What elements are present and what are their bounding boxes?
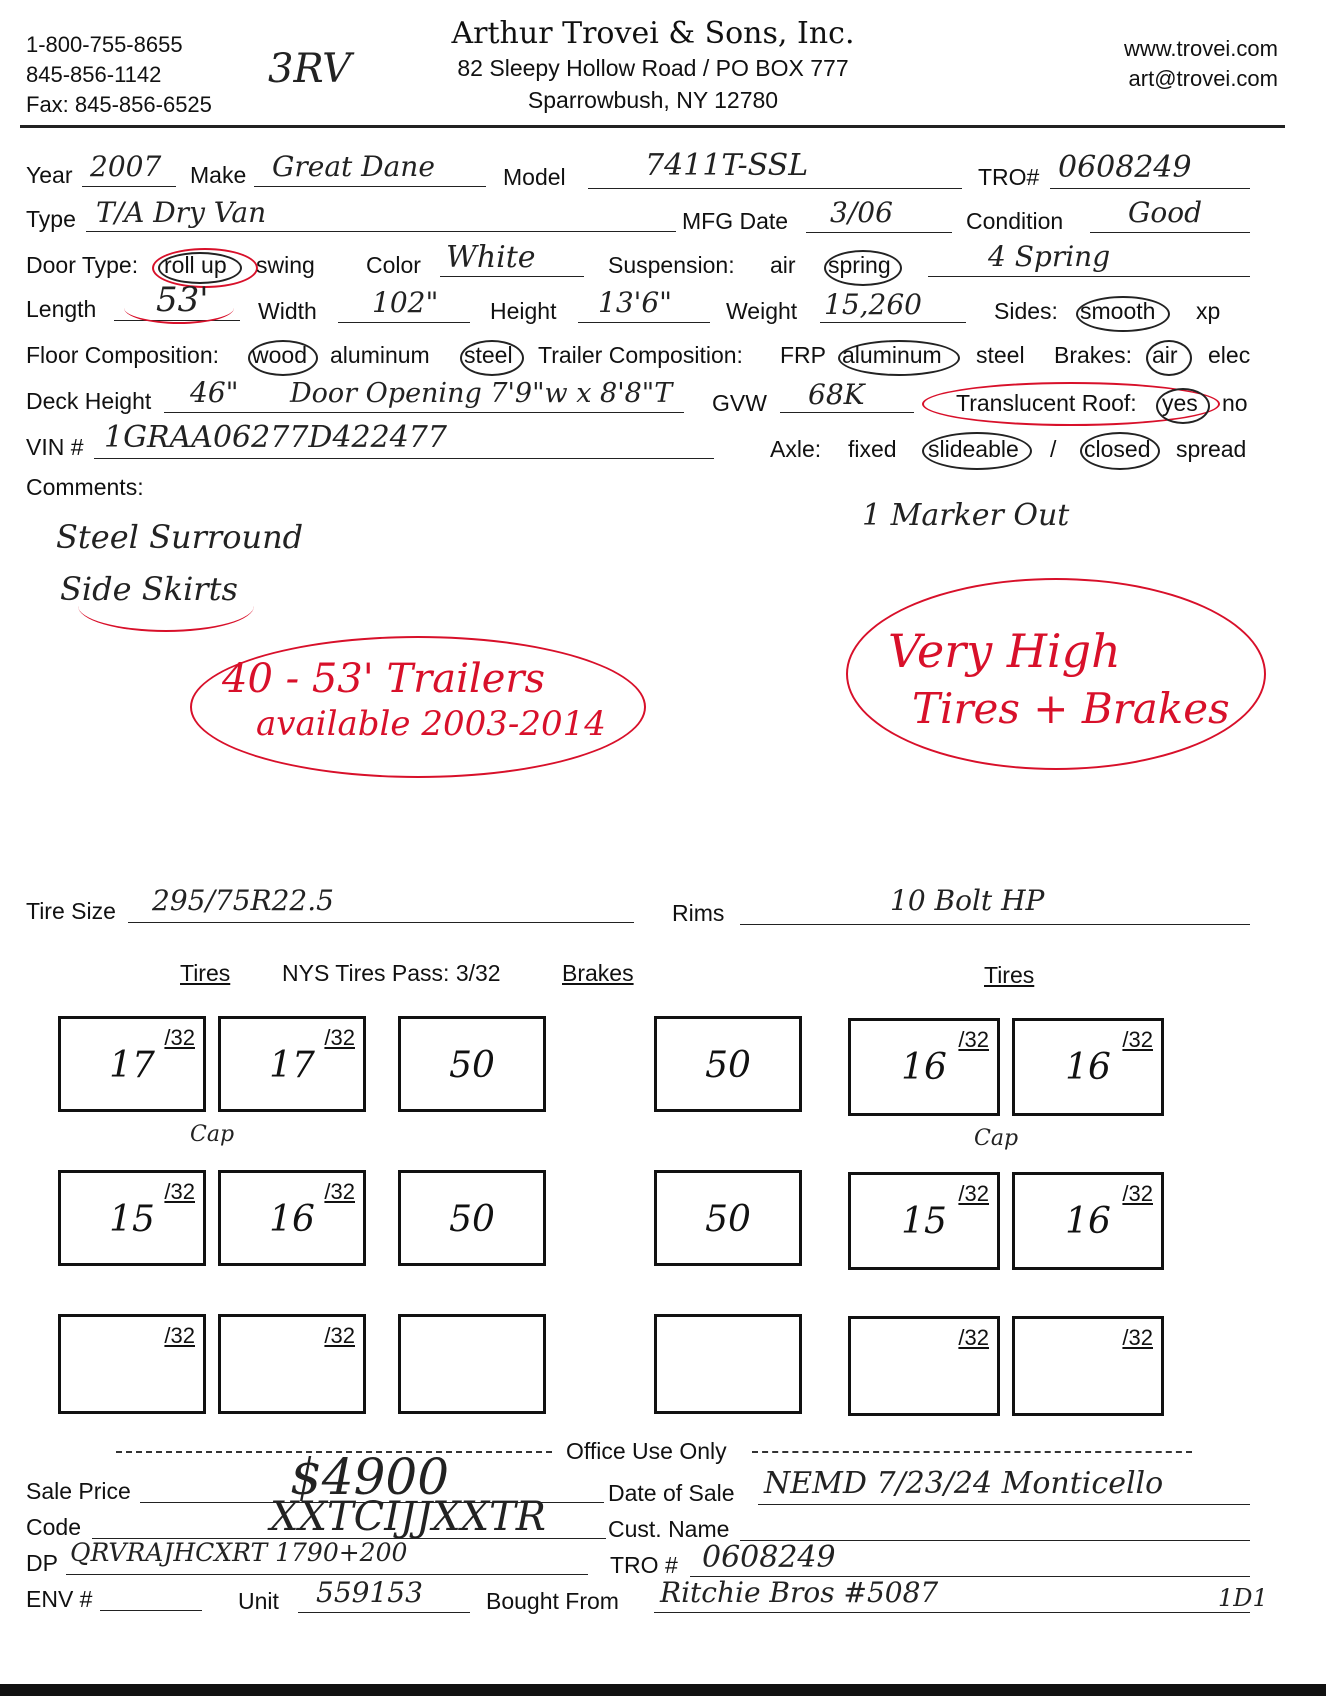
suspension-extra-value[interactable]: 4 Spring: [988, 240, 1111, 273]
tire-box-r2-c6[interactable]: [1012, 1172, 1164, 1270]
deck-height-label: Deck Height: [26, 388, 152, 414]
door-opening-note: Door Opening 7'9"w x 8'8"T: [290, 378, 673, 409]
code-value[interactable]: XXTCIJJXXTR: [270, 1494, 546, 1540]
tire-denominator: /32: [958, 1181, 989, 1206]
vin-value[interactable]: 1GRAA06277D422477: [104, 420, 447, 455]
trailer-steel[interactable]: steel: [976, 342, 1025, 368]
tro-label: TRO#: [978, 164, 1040, 190]
tire-box-r1-c2[interactable]: [218, 1016, 366, 1112]
floor-comp-label: Floor Composition:: [26, 342, 220, 368]
tire-reading: 17: [109, 1045, 155, 1086]
width-label: Width: [258, 298, 317, 324]
comment-red-underline: [78, 580, 254, 632]
tire-denominator: /32: [324, 1323, 355, 1348]
type-line: [86, 231, 676, 232]
brake-reading: 50: [449, 1199, 495, 1240]
translucent-roof-label: Translucent Roof:: [956, 390, 1137, 416]
cust-name-label: Cust. Name: [608, 1516, 730, 1542]
tire-reading: 15: [109, 1199, 155, 1240]
nys-pass-note: NYS Tires Pass: 3/32: [282, 960, 501, 986]
tire-denominator: /32: [1122, 1181, 1153, 1206]
axle-spread[interactable]: spread: [1176, 436, 1247, 462]
tire-size-value[interactable]: 295/75R22.5: [152, 884, 334, 917]
mfg-date-label: MFG Date: [682, 208, 789, 234]
code-label: Code: [26, 1514, 81, 1540]
tro2-value[interactable]: 0608249: [702, 1540, 836, 1575]
tire-box-r3-c5[interactable]: [848, 1316, 1000, 1416]
unit-line: [298, 1612, 470, 1613]
date-of-sale-line: [758, 1504, 1250, 1505]
tire-reading: 15: [901, 1201, 947, 1242]
tire-box-r3-c2[interactable]: [218, 1314, 366, 1414]
cap-note-right: Cap: [974, 1126, 1019, 1151]
deck-height-value[interactable]: 46": [190, 376, 239, 409]
translucent-no[interactable]: no: [1222, 390, 1248, 416]
tire-reading: 16: [901, 1047, 947, 1088]
header-divider: [20, 125, 1285, 128]
length-label: Length: [26, 296, 97, 322]
brake-box-r1-right[interactable]: [654, 1016, 802, 1112]
rims-label: Rims: [672, 900, 725, 926]
office-use-heading: Office Use Only: [566, 1438, 727, 1464]
tire-denominator: /32: [164, 1179, 195, 1204]
tire-box-r2-c1[interactable]: [58, 1170, 206, 1266]
vin-line: [94, 458, 714, 459]
weight-line: [820, 322, 966, 323]
gvw-label: GVW: [712, 390, 767, 416]
door-type-rollup[interactable]: roll up: [164, 252, 227, 278]
vin-label: VIN #: [26, 434, 84, 460]
header-fax: Fax: 845-856-6525: [26, 92, 212, 117]
make-label: Make: [190, 162, 247, 188]
height-value[interactable]: 13'6": [598, 286, 673, 319]
scan-bottom-edge: [0, 1684, 1326, 1696]
sides-smooth[interactable]: smooth: [1080, 298, 1156, 324]
tire-box-r1-c6[interactable]: [1012, 1018, 1164, 1116]
sides-xp[interactable]: xp: [1196, 298, 1221, 324]
corner-mark: 1D1: [1218, 1584, 1268, 1612]
type-label: Type: [26, 206, 76, 232]
unit-label: Unit: [238, 1588, 279, 1614]
trailer-aluminum[interactable]: aluminum: [842, 342, 942, 368]
weight-value[interactable]: 15,260: [824, 288, 922, 321]
make-line: [254, 186, 486, 187]
tire-box-r3-c1[interactable]: [58, 1314, 206, 1414]
tires-left-heading: Tires: [180, 960, 231, 986]
translucent-yes[interactable]: yes: [1162, 390, 1198, 416]
suspension-label: Suspension:: [608, 252, 735, 278]
height-label: Height: [490, 298, 557, 324]
condition-line: [1090, 232, 1250, 233]
tire-denominator: /32: [958, 1325, 989, 1350]
brake-box-r3-right[interactable]: [654, 1314, 802, 1414]
condition-label: Condition: [966, 208, 1064, 234]
tro-value[interactable]: 0608249: [1058, 150, 1192, 185]
length-value[interactable]: 53': [156, 280, 209, 320]
red-note2-line1: Very High: [888, 624, 1121, 678]
make-value[interactable]: Great Dane: [272, 150, 435, 183]
env-label: ENV #: [26, 1586, 93, 1612]
width-line: [338, 322, 470, 323]
comment-right: 1 Marker Out: [862, 498, 1070, 533]
brakes-label: Brakes:: [1054, 342, 1132, 368]
comments-label: Comments:: [26, 474, 144, 500]
brake-reading: 50: [705, 1045, 751, 1086]
model-label: Model: [503, 164, 566, 190]
suspension-spring[interactable]: spring: [828, 252, 891, 278]
year-line: [82, 186, 176, 187]
year-label: Year: [26, 162, 73, 188]
brake-box-r2-right[interactable]: [654, 1170, 802, 1266]
suspension-air[interactable]: air: [770, 252, 796, 278]
tire-denominator: /32: [1122, 1027, 1153, 1052]
tire-reading: 17: [269, 1045, 315, 1086]
tire-denominator: /32: [324, 1179, 355, 1204]
sale-price-label: Sale Price: [26, 1478, 131, 1504]
company-address2: Sparrowbush, NY 12780: [527, 87, 779, 113]
date-of-sale-label: Date of Sale: [608, 1480, 735, 1506]
brakes-elec[interactable]: elec: [1208, 342, 1251, 368]
company-website[interactable]: www.trovei.com: [1123, 36, 1278, 61]
dp-line: [66, 1574, 588, 1575]
axle-slash: /: [1050, 436, 1057, 462]
floor-steel[interactable]: steel: [464, 342, 513, 368]
tire-box-r1-c1[interactable]: [58, 1016, 206, 1112]
bought-from-line: [654, 1612, 1250, 1613]
tires-right-heading: Tires: [984, 962, 1035, 988]
mfg-date-line: [806, 232, 952, 233]
color-label: Color: [366, 252, 421, 278]
brakes-column-heading: Brakes: [562, 960, 634, 986]
gvw-line: [780, 412, 914, 413]
year-value[interactable]: 2007: [90, 150, 162, 183]
suspension-extra-line: [928, 276, 1250, 277]
sale-price-value[interactable]: $4900: [290, 1448, 450, 1506]
tire-box-r2-c2[interactable]: [218, 1170, 366, 1266]
tire-size-label: Tire Size: [26, 898, 116, 924]
tire-reading: 16: [269, 1199, 315, 1240]
tire-denominator: /32: [164, 1025, 195, 1050]
width-value[interactable]: 102": [372, 286, 439, 319]
tire-denominator: /32: [164, 1323, 195, 1348]
tire-size-line: [128, 922, 634, 923]
tro2-label: TRO #: [610, 1552, 678, 1578]
env-line: [100, 1610, 202, 1611]
company-name: Arthur Trovei & Sons, Inc.: [451, 16, 855, 51]
dp-label: DP: [26, 1550, 58, 1576]
color-line: [440, 276, 584, 277]
axle-fixed[interactable]: fixed: [848, 436, 897, 462]
tire-box-r3-c6[interactable]: [1012, 1316, 1164, 1416]
condition-value[interactable]: Good: [1128, 196, 1203, 229]
comment-line2: Side Skirts: [60, 570, 238, 608]
door-type-swing[interactable]: swing: [256, 252, 315, 278]
trailer-comp-label: Trailer Composition:: [538, 342, 743, 368]
brake-reading: 50: [705, 1199, 751, 1240]
bought-from-label: Bought From: [486, 1588, 619, 1614]
brake-reading: 50: [449, 1045, 495, 1086]
tro-line: [1050, 188, 1250, 189]
brake-box-r3-left[interactable]: [398, 1314, 546, 1414]
model-value[interactable]: 7411T-SSL: [645, 148, 809, 183]
tire-denominator: /32: [1122, 1325, 1153, 1350]
floor-wood[interactable]: wood: [252, 342, 307, 368]
bought-from-value[interactable]: Ritchie Bros #5087: [660, 1576, 939, 1609]
tire-reading: 16: [1065, 1047, 1111, 1088]
dp-value[interactable]: QRVRAJHCXRT 1790+200: [70, 1538, 408, 1567]
company-address1: 82 Sleepy Hollow Road / PO BOX 777: [457, 55, 849, 81]
model-line: [588, 188, 962, 189]
sides-label: Sides:: [994, 298, 1058, 324]
header-phone2: 845-856-1142: [26, 62, 162, 87]
cap-note-left: Cap: [190, 1122, 235, 1147]
type-value[interactable]: T/A Dry Van: [96, 196, 267, 229]
red-note1-line2: available 2003-2014: [256, 704, 606, 744]
office-dash-right: [752, 1451, 1192, 1453]
brakes-air[interactable]: air: [1152, 342, 1178, 368]
red-note1-line1: 40 - 53' Trailers: [222, 656, 546, 702]
unit-value[interactable]: 559153: [316, 1576, 423, 1609]
red-note2-line2: Tires + Brakes: [912, 684, 1230, 733]
handwritten-code: 3RV: [268, 46, 352, 92]
header-phone1: 1-800-755-8655: [26, 32, 183, 57]
comment-line1: Steel Surround: [56, 518, 304, 556]
tire-box-r1-c5[interactable]: [848, 1018, 1000, 1116]
rims-line: [740, 924, 1250, 925]
rims-value[interactable]: 10 Bolt HP: [890, 884, 1045, 917]
weight-label: Weight: [726, 298, 798, 324]
axle-closed[interactable]: closed: [1084, 436, 1151, 462]
axle-slideable[interactable]: slideable: [928, 436, 1019, 462]
deck-height-line: [164, 412, 684, 413]
height-line: [578, 322, 710, 323]
gvw-value[interactable]: 68K: [808, 378, 865, 411]
brake-box-r2-left[interactable]: [398, 1170, 546, 1266]
door-type-label: Door Type:: [26, 252, 139, 278]
mfg-date-value[interactable]: 3/06: [830, 196, 893, 229]
trailer-frp[interactable]: FRP: [780, 342, 826, 368]
brake-box-r1-left[interactable]: [398, 1016, 546, 1112]
tire-denominator: /32: [958, 1027, 989, 1052]
company-email[interactable]: art@trovei.com: [1128, 66, 1278, 91]
date-of-sale-value[interactable]: NEMD 7/23/24 Monticello: [764, 1466, 1164, 1501]
tire-denominator: /32: [324, 1025, 355, 1050]
tire-box-r2-c5[interactable]: [848, 1172, 1000, 1270]
color-value[interactable]: White: [446, 240, 536, 275]
tire-reading: 16: [1065, 1201, 1111, 1242]
axle-label: Axle:: [770, 436, 822, 462]
floor-aluminum[interactable]: aluminum: [330, 342, 430, 368]
